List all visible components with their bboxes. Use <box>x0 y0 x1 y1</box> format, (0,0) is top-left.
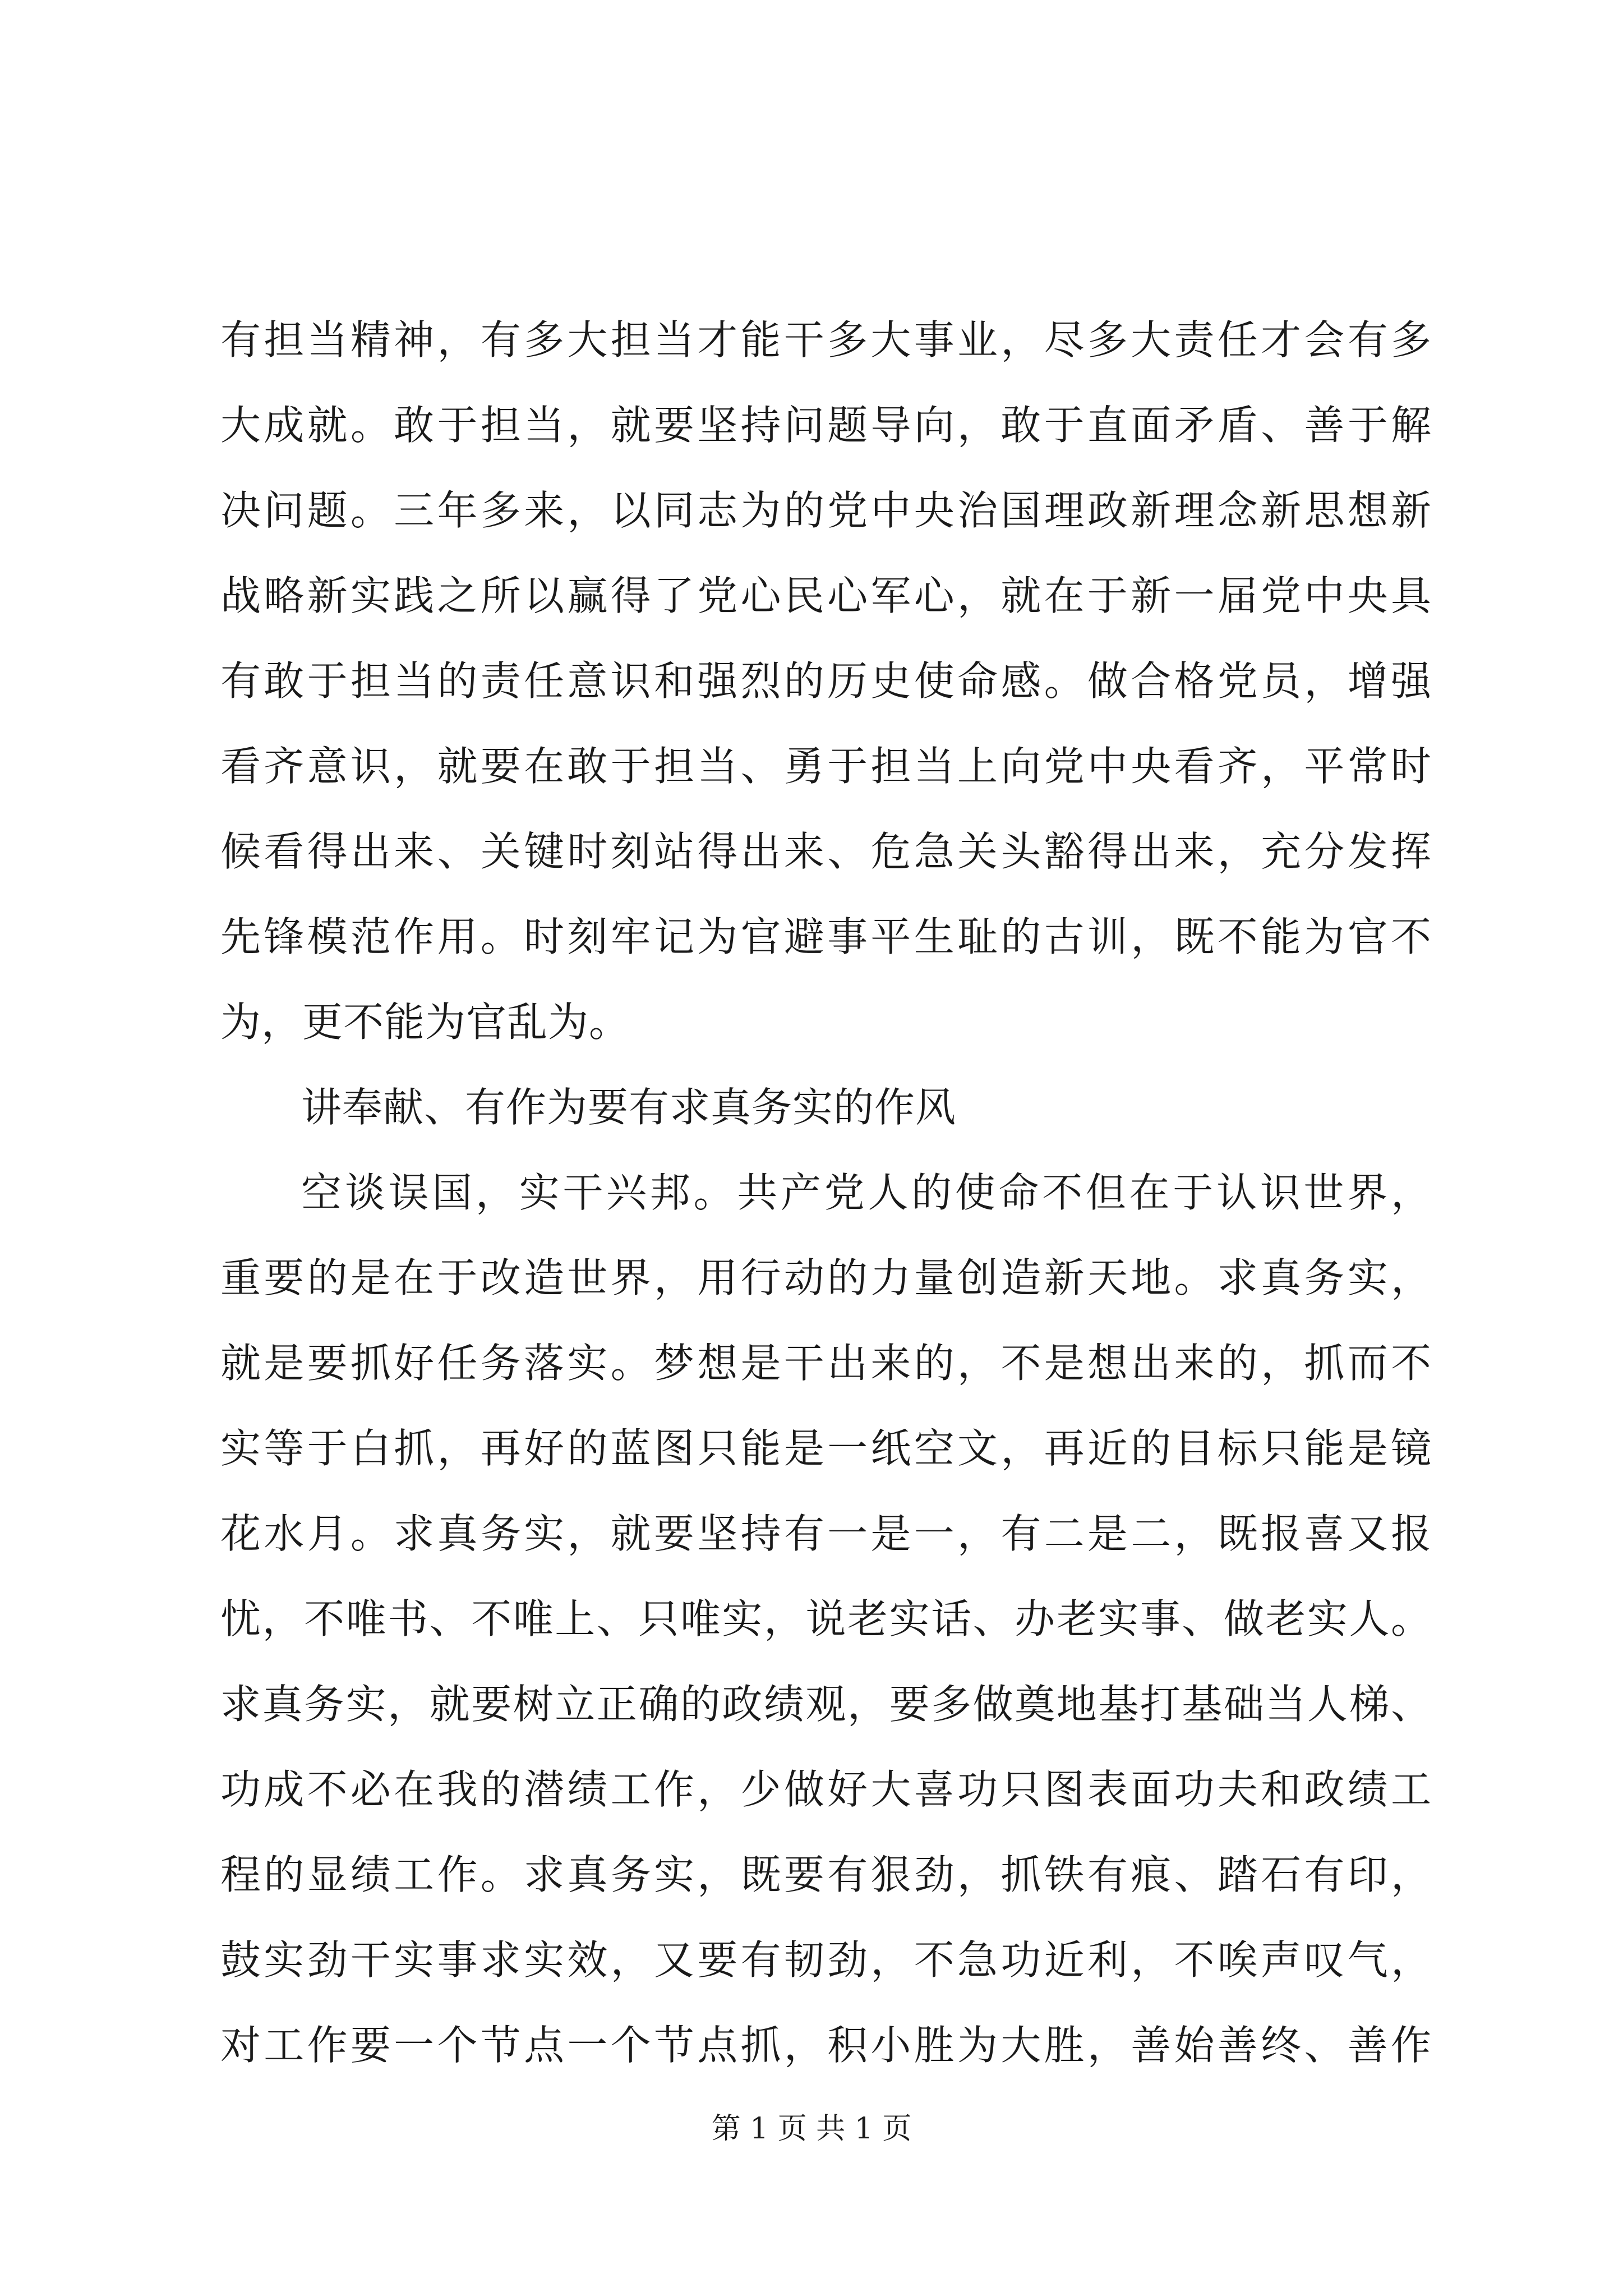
text-line: 程的显绩工作。求真务实，既要有狠劲，抓铁有痕、踏石有印， <box>220 1851 1432 1898</box>
text-line: 求真务实，就要树立正确的政绩观，要多做奠地基打基础当人梯、 <box>220 1681 1432 1728</box>
section-heading: 讲奉献、有作为要有求真务实的作风 <box>301 1084 957 1131</box>
text-line: 决问题。三年多来，以同志为的党中央治国理政新理念新思想新 <box>220 487 1432 534</box>
text-line: 鼓实劲干实事求实效，又要有韧劲，不急功近利，不唉声叹气， <box>220 1936 1432 1984</box>
text-line: 候看得出来、关键时刻站得出来、危急关头豁得出来，充分发挥 <box>220 828 1432 875</box>
page-number-footer: 第 1 页 共 1 页 <box>711 2112 912 2146</box>
text-line: 大成就。敢于担当，就要坚持问题导向，敢于直面矛盾、善于解 <box>220 402 1432 449</box>
text-line: 重要的是在于改造世界，用行动的力量创造新天地。求真务实， <box>220 1254 1432 1301</box>
text-line: 先锋模范作用。时刻牢记为官避事平生耻的古训，既不能为官不 <box>220 913 1432 960</box>
text-line: 为，更不能为官乱为。 <box>220 999 630 1046</box>
text-line: 看齐意识，就要在敢于担当、勇于担当上向党中央看齐，平常时 <box>220 743 1432 790</box>
text-line: 有敢于担当的责任意识和强烈的历史使命感。做合格党员，增强 <box>220 657 1432 705</box>
text-line: 战略新实践之所以赢得了党心民心军心，就在于新一届党中央具 <box>220 572 1432 619</box>
text-line: 忧，不唯书、不唯上、只唯实，说老实话、办老实事、做老实人。 <box>220 1595 1432 1642</box>
text-line: 就是要抓好任务落实。梦想是干出来的，不是想出来的，抓而不 <box>220 1340 1432 1387</box>
document-body <box>220 297 1432 2088</box>
text-line: 有担当精神，有多大担当才能干多大事业，尽多大责任才会有多 <box>220 316 1432 364</box>
text-line: 对工作要一个节点一个节点抓，积小胜为大胜，善始善终、善作 <box>220 2022 1432 2069</box>
text-line: 空谈误国，实干兴邦。共产党人的使命不但在于认识世界， <box>301 1169 1432 1216</box>
text-line: 实等于白抓，再好的蓝图只能是一纸空文，再近的目标只能是镜 <box>220 1425 1432 1472</box>
text-line: 功成不必在我的潜绩工作，少做好大喜功只图表面功夫和政绩工 <box>220 1766 1432 1813</box>
text-line: 花水月。求真务实，就要坚持有一是一，有二是二，既报喜又报 <box>220 1510 1432 1557</box>
